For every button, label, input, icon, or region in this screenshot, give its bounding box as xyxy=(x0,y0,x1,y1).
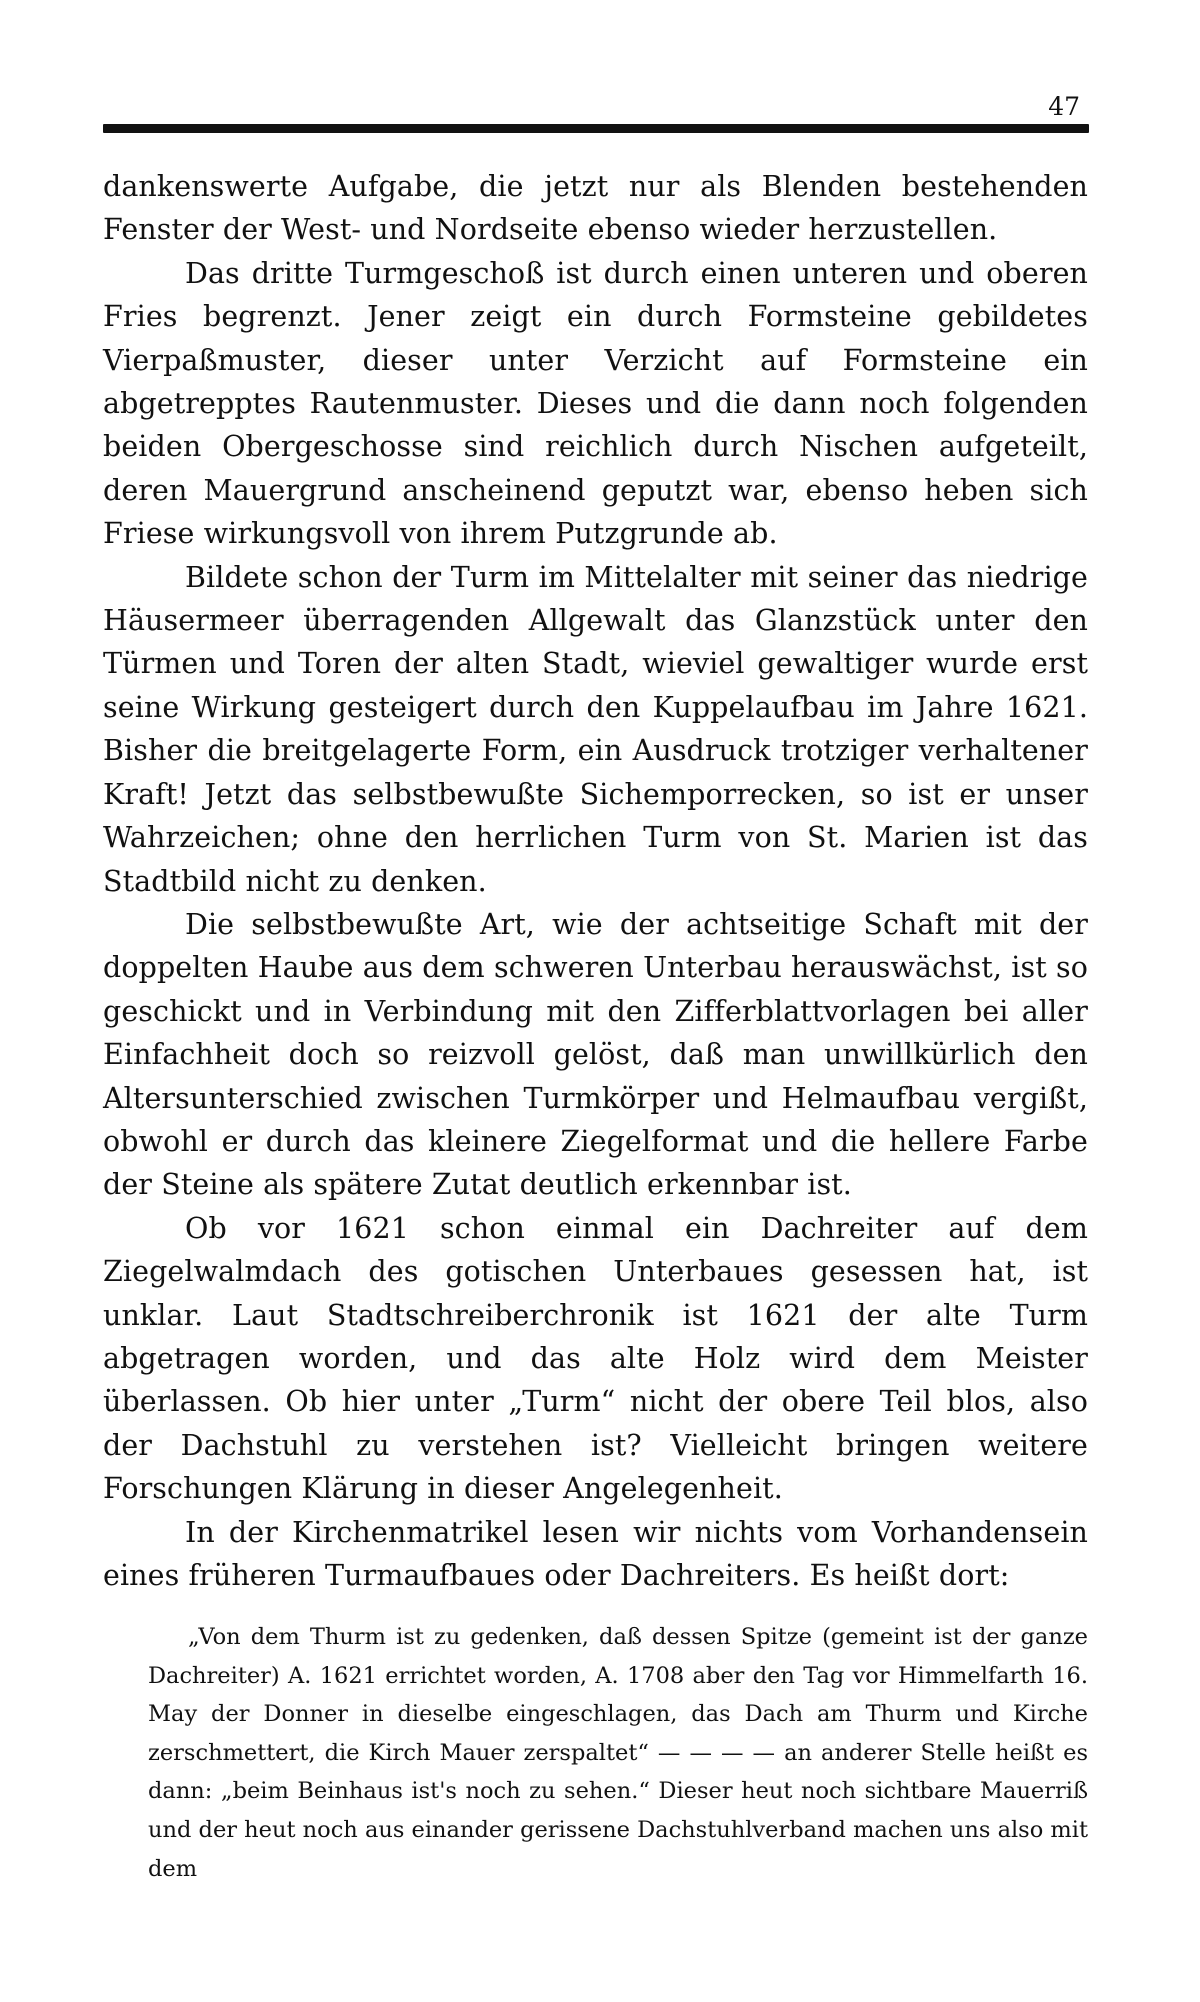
paragraph-continued: dankenswerte Aufgabe, die jetzt nur als Blenden bestehenden Fenster der West- und Nordseite ebenso wieder herzustellen. xyxy=(103,170,1088,247)
paragraph: Die selbstbewußte Art, wie der achtseitige Schaft mit der doppelten Haube aus dem schweren Unterbau herauswächst, ist so geschickt und in Verbindung mit den Zifferblattvorlagen bei aller Einfachheit doch so reizvoll gelöst, daß man unwillkürlich den Altersunterschied zwischen Turmkörper und Helmaufbau vergißt, obwohl er durch das kleinere Ziegelformat und die hellere Farbe der Steine als spätere Zutat deutlich erkennbar ist. xyxy=(103,907,1088,1202)
paragraph: Ob vor 1621 schon einmal ein Dachreiter auf dem Ziegelwalmdach des gotischen Unterbaues gesessen hat, ist unklar. Laut Stadtschreiberchronik ist 1621 der alte Turm abgetragen worden, und das alte Holz wird dem Meister überlassen. Ob hier unter „Turm“ nicht der obere Teil blos, also der Dachstuhl zu verstehen ist? Vielleicht bringen weitere Forschungen Klärung in dieser Angelegenheit. xyxy=(103,1211,1088,1506)
block-quote: „Von dem Thurm ist zu gedenken, daß dessen Spitze (gemeint ist der ganze Dachreiter) A. 1621 errichtet worden, A. 1708 aber den Tag vor Himmelfarth 16. May der Donner in dieselbe eingeschlagen, das Dach am Thurm und Kirche zerschmettert, die Kirch Mauer zerspaltet“ — — — — an anderer Stelle heißt es dann: „beim Beinhaus ist's noch zu sehen.“ Dieser heut noch sichtbare Mauerriß und der heut noch aus einander gerissene Dachstuhlverband machen uns also mit dem xyxy=(148,1624,1088,1882)
paragraph: In der Kirchenmatrikel lesen wir nichts vom Vorhandensein eines früheren Turmaufbaues oder Dachreiters. Es heißt dort: xyxy=(103,1515,1088,1592)
paragraph: Bildete schon der Turm im Mittelalter mit seiner das niedrige Häusermeer überragenden Allgewalt das Glanzstück unter den Türmen und Toren der alten Stadt, wieviel gewaltiger wurde erst seine Wirkung gesteigert durch den Kuppelaufbau im Jahre 1621. Bisher die breitgelagerte Form, ein Ausdruck trotziger verhaltener Kraft! Jetzt das selbstbewußte Sichemporrecken, so ist er unser Wahrzeichen; ohne den herrlichen Turm von St. Marien ist das Stadtbild nicht zu denken. xyxy=(103,560,1088,898)
paragraph: Das dritte Turmgeschoß ist durch einen unteren und oberen Fries begrenzt. Jener zeigt ein durch Formsteine gebildetes Vierpaßmuster, dieser unter Verzicht auf Formsteine ein abgetrepptes Rautenmuster. Dieses und die dann noch folgenden beiden Obergeschosse sind reichlich durch Nischen aufgeteilt, deren Mauergrund anscheinend geputzt war, ebenso heben sich Friese wirkungsvoll von ihrem Putzgrunde ab. xyxy=(103,256,1088,551)
body-text xyxy=(103,165,1088,1597)
header-rule xyxy=(103,124,1089,133)
page-number: 47 xyxy=(1048,92,1080,121)
